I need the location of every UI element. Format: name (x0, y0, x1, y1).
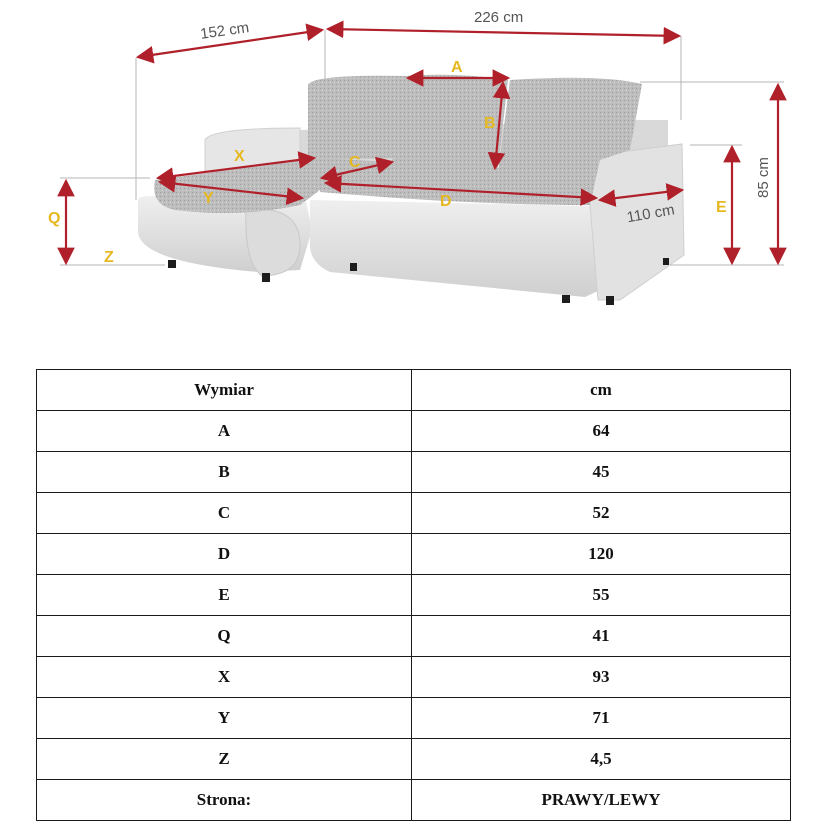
table-row (37, 493, 791, 534)
row-label: Q (37, 616, 412, 657)
row-label: D (37, 534, 412, 575)
table-row (37, 698, 791, 739)
row-label: A (37, 411, 412, 452)
side-label: Strona: (37, 780, 412, 821)
letter-e: E (716, 199, 727, 216)
row-value: 71 (412, 698, 791, 739)
row-value: 93 (412, 657, 791, 698)
height-label: 85 cm (755, 157, 772, 198)
letter-c: C (349, 154, 361, 171)
row-value: 41 (412, 616, 791, 657)
table-row (37, 452, 791, 493)
row-label: B (37, 452, 412, 493)
depth-label: 152 cm (199, 19, 251, 43)
table-row (37, 616, 791, 657)
sofa-dimension-diagram (0, 0, 819, 340)
letter-b: B (484, 115, 496, 132)
width-label: 226 cm (474, 9, 524, 26)
letter-z: Z (104, 249, 114, 266)
side-value: PRAWY/LEWY (412, 780, 791, 821)
letter-a: A (451, 59, 463, 76)
table-header-row (37, 370, 791, 411)
table-row (37, 534, 791, 575)
row-value: 120 (412, 534, 791, 575)
header-unit: cm (412, 370, 791, 411)
row-label: Y (37, 698, 412, 739)
row-value: 4,5 (412, 739, 791, 780)
row-label: Z (37, 739, 412, 780)
table-row (37, 657, 791, 698)
letter-q: Q (48, 210, 61, 227)
table-footer-row (37, 780, 791, 821)
row-value: 55 (412, 575, 791, 616)
table-row (37, 411, 791, 452)
row-value: 45 (412, 452, 791, 493)
table-row (37, 739, 791, 780)
row-value: 64 (412, 411, 791, 452)
row-label: X (37, 657, 412, 698)
letter-y: Y (203, 190, 214, 207)
table-row (37, 575, 791, 616)
letter-d: D (440, 193, 452, 210)
letter-x: X (234, 148, 245, 165)
dimensions-table (36, 369, 791, 821)
header-dimension: Wymiar (37, 370, 412, 411)
side-depth-label: 110 cm (625, 201, 676, 227)
row-value: 52 (412, 493, 791, 534)
row-label: E (37, 575, 412, 616)
row-label: C (37, 493, 412, 534)
